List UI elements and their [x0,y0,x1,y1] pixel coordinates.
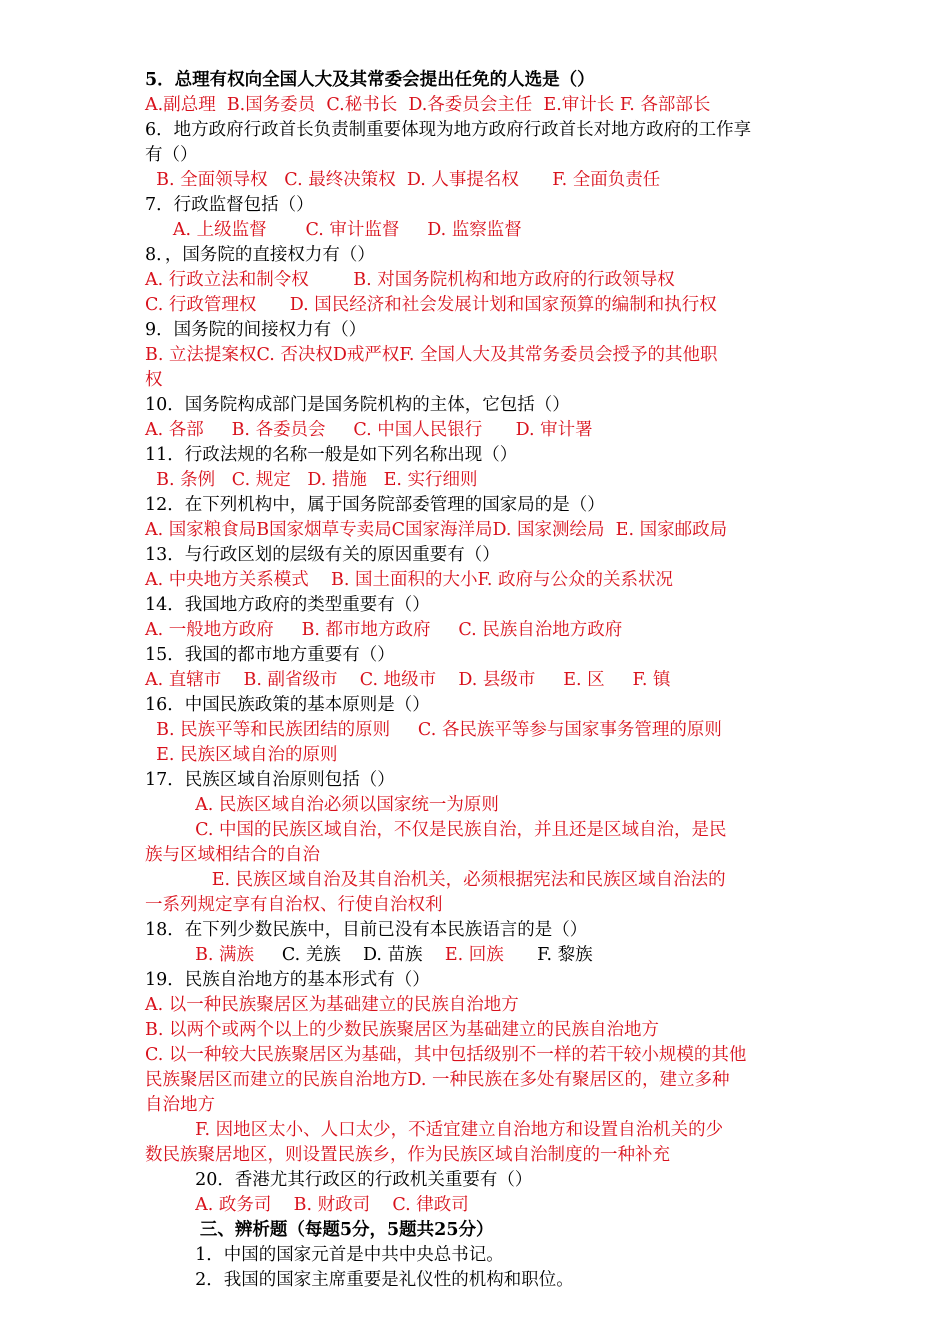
discussion-item-1: 1．中国的国家元首是中共中央总书记。 [145,1245,504,1265]
answer-7: A. 上级监督 C. 审计监督 D. 监察监督 [145,220,522,240]
answer-8-line-2: C. 行政管理权 D. 国民经济和社会发展计划和国家预算的编制和执行权 [145,295,717,315]
question-13: 13．与行政区划的层级有关的原因重要有（） [145,545,500,565]
answer-17-c-cont: 族与区域相结合的自治 [145,845,320,865]
answer-6: B. 全面领导权 C. 最终决策权 D. 人事提名权 F. 全面负责任 [145,170,661,190]
question-9: 9．国务院的间接权力有（） [145,320,367,340]
answer-11: B. 条例 C. 规定 D. 措施 E. 实行细则 [145,470,478,490]
answer-19-d-cont: 自治地方 [145,1095,215,1115]
answer-17-e-cont: 一系列规定享有自治权、行使自治权利 [145,895,443,915]
question-10: 10．国务院构成部门是国务院机构的主体，它包括（） [145,395,570,415]
answer-13: A. 中央地方关系模式 B. 国土面积的大小F. 政府与公众的关系状况 [145,570,674,590]
question-19: 19．民族自治地方的基本形式有（） [145,970,430,990]
answer-5: A.副总理 B.国务委员 C.秘书长 D.各委员会主任 E.审计长 F. 各部部长 [145,95,711,115]
answer-17-a: A. 民族区域自治必须以国家统一为原则 [145,795,499,815]
answer-18-f: F. 黎族 [503,945,593,965]
answer-17-c: C. 中国的民族区域自治，不仅是民族自治，并且还是区域自治，是民 [145,820,727,840]
question-15: 15．我国的都市地方重要有（） [145,645,395,665]
answer-18 [145,943,593,968]
question-14: 14．我国地方政府的类型重要有（） [145,595,430,615]
answer-19-f-cont: 数民族聚居地区，则设置民族乡，作为民族区域自治制度的一种补充 [145,1145,670,1165]
question-11: 11．行政法规的名称一般是如下列名称出现（） [145,445,518,465]
answer-19-a: A. 以一种民族聚居区为基础建立的民族自治地方 [145,995,519,1015]
question-16: 16．中国民族政策的基本原则是（） [145,695,430,715]
answer-19-b: B. 以两个或两个以上的少数民族聚居区为基础建立的民族自治地方 [145,1020,659,1040]
answer-18-cd: C. 羌族 D. 苗族 [254,945,445,965]
answer-18-b: B. 满族 [145,945,255,965]
answer-19-f: F. 因地区太小、人口太少，不适宜建立自治地方和设置自治机关的少 [145,1120,724,1140]
answer-19-c: C. 以一种较大民族聚居区为基础，其中包括级别不一样的若干较小规模的其他 [145,1045,747,1065]
question-6: 6．地方政府行政首长负责制重要体现为地方政府行政首长对地方政府的工作享 [145,120,752,140]
answer-14: A. 一般地方政府 B. 都市地方政府 C. 民族自治地方政府 [145,620,623,640]
answer-9-cont: 权 [145,370,163,390]
question-7: 7．行政监督包括（） [145,195,314,215]
question-17: 17．民族区域自治原则包括（） [145,770,395,790]
answer-19-c-cont: 民族聚居区而建立的民族自治地方D. 一种民族在多处有聚居区的，建立多种 [145,1070,730,1090]
answer-9: B. 立法提案权C. 否决权D戒严权F. 全国人大及其常务委员会授予的其他职 [145,345,718,365]
answer-20: A. 政务司 B. 财政司 C. 律政司 [145,1195,469,1215]
answer-16-line-1: B. 民族平等和民族团结的原则 C. 各民族平等参与国家事务管理的原则 [145,720,722,740]
question-6-cont: 有（） [145,145,198,165]
answer-12: A. 国家粮食局B国家烟草专卖局C国家海洋局D. 国家测绘局 E. 国家邮政局 [145,520,728,540]
question-12: 12．在下列机构中，属于国务院部委管理的国家局的是（） [145,495,605,515]
section-heading-discussion: 三、辨析题（每题5分，5题共25分） [145,1220,494,1240]
question-20: 20．香港尤其行政区的行政机关重要有（） [145,1170,533,1190]
question-8: 8．，国务院的直接权力有（） [145,245,375,265]
answer-8-line-1: A. 行政立法和制令权 B. 对国务院机构和地方政府的行政领导权 [145,270,675,290]
answer-15: A. 直辖市 B. 副省级市 C. 地级市 D. 县级市 E. 区 F. 镇 [145,670,671,690]
discussion-item-2: 2．我国的国家主席重要是礼仪性的机构和职位。 [145,1270,574,1290]
answer-10: A. 各部 B. 各委员会 C. 中国人民银行 D. 审计署 [145,420,593,440]
question-18: 18．在下列少数民族中，目前已没有本民族语言的是（） [145,920,588,940]
answer-18-e: E. 回族 [444,945,504,965]
answer-16-line-2: E. 民族区域自治的原则 [145,745,338,765]
question-5: 5．总理有权向全国人大及其常委会提出任免的人选是（） [145,70,595,90]
answer-17-e: E. 民族区域自治及其自治机关，必须根据宪法和民族区域自治法的 [145,870,726,890]
